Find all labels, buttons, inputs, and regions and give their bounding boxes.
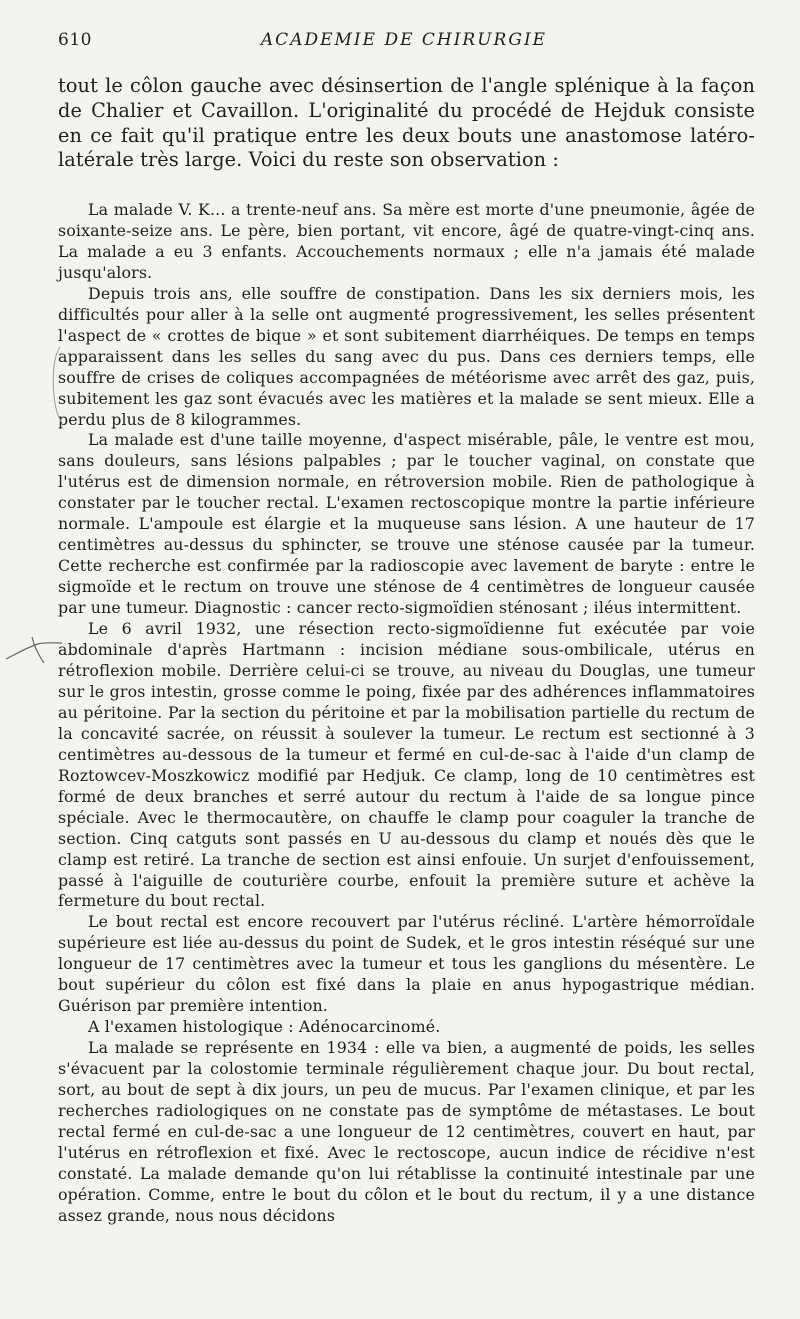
- observation-paragraph-6: A l'examen histologique : Adénocarcinomé.: [88, 1017, 441, 1037]
- observation-paragraph-2: Depuis trois ans, elle souffre de constipation. Dans les six derniers mois, les difficultés pour aller à la selle ont augmenté progressivement, les selles présentent l'aspect de « crottes de bique » et sont subitement diarrhéiques. De temps en temps apparaissent dans les selles du sang avec du pus. Dans ces derniers temps, elle souffre de crises de coliques accompagnées de météorisme avec arrêt des gaz, puis, subitement les gaz sont évacués avec les matières et la malade se sent mieux. Elle a perdu plus de 8 kilogrammes.: [58, 283, 755, 429]
- observation-paragraph-7: La malade se représente en 1934 : elle va bien, a augmenté de poids, les selles s'évacuent par la colostomie terminale régulièrement chaque jour. Du bout rectal, sort, au bout de sept à dix jours, un peu de mucus. Par l'examen clinique, et par les recherches radiologiques on ne constate pas de symptôme de métastases. Le bout rectal fermé en cul-de-sac a une longueur de 12 centimètres, couvert en haut, par l'utérus en rétroflexion et fixé. Avec le rectoscope, aucun indice de récidive n'est constaté. La malade demande qu'on lui rétablisse la continuité intestinale par une opération. Comme, entre le bout du côlon et le bout du rectum, il y a une distance assez grande, nous nous décidons: [58, 1038, 755, 1225]
- page-header: [58, 30, 750, 54]
- margin-bracket-mark-icon: [48, 345, 64, 425]
- page-number: 610: [58, 30, 92, 50]
- observation-text: [58, 200, 755, 1227]
- observation-paragraph-4: Le 6 avril 1932, une résection recto-sigmoïdienne fut exécutée par voie abdominale d'après Hartmann : incision médiane sous-ombilicale, utérus en rétroflexion mobile. Derrière celui-ci se trouve, au niveau du Douglas, une tumeur sur le gros intestin, grosse comme le poing, fixée par des adhérences inflammatoires au péritoine. Par la section du péritoine et par la mobilisation partielle du rectum de la concavité sacrée, on réussit à soulever la tumeur. Le rectum est sectionné à 3 centimètres au-dessous de la tumeur et fermé en cul-de-sac à l'aide d'un clamp de Roztowcev-Moszkowicz modifié par Hedjuk. Ce clamp, long de 10 centimètres est formé de deux branches et serré autour du rectum à l'aide de sa longue pince spéciale. Avec le thermocautère, on chauffe le clamp pour coaguler la tranche de section. Cinq catguts sont passés en U au-dessous du clamp et noués dès que le clamp est retiré. La tranche de section est ainsi enfouie. Un surjet d'enfouissement, passé à l'aiguille de couturière courbe, enfouit la première suture et achève la fermeture du bout rectal.: [58, 619, 755, 911]
- observation-paragraph-1: La malade V. K... a trente-neuf ans. Sa mère est morte d'une pneumonie, âgée de soixante-seize ans. Le père, bien portant, vit encore, âgé de quatre-vingt-cinq ans. La malade a eu 3 enfants. Accouchements normaux ; elle n'a jamais été malade jusqu'alors.: [58, 200, 755, 282]
- running-title: ACADEMIE DE CHIRURGIE: [260, 30, 548, 50]
- intro-paragraph: tout le côlon gauche avec désinsertion de l'angle splénique à la façon de Chalier et Cavaillon. L'originalité du procédé de Hejduk consiste en ce fait qu'il pratique entre les deux bouts une anastomose latéro-latérale très large. Voici du reste son observation :: [58, 74, 755, 172]
- margin-pencil-mark-icon: [4, 635, 64, 665]
- observation-paragraph-3: La malade est d'une taille moyenne, d'aspect misérable, pâle, le ventre est mou, sans douleurs, sans lésions palpables ; par le toucher vaginal, on constate que l'utérus est de dimension normale, en rétroversion mobile. Rien de pathologique à constater par le toucher rectal. L'examen rectoscopique montre la partie inférieure normale. L'ampoule est élargie et la muqueuse sans lésion. A une hauteur de 17 centimètres au-dessus du sphincter, se trouve une sténose causée par la tumeur. Cette recherche est confirmée par la radioscopie avec lavement de baryte : entre le sigmoïde et le rectum on trouve une sténose de 4 centimètres de longueur causée par une tumeur. Diagnostic : cancer recto-sigmoïdien sténosant ; iléus intermittent.: [58, 430, 755, 618]
- observation-paragraph-5: Le bout rectal est encore recouvert par l'utérus récliné. L'artère hémorroïdale supérieure est liée au-dessus du point de Sudek, et le gros intestin réséqué sur une longueur de 17 centimètres avec la tumeur et tous les ganglions du mésentère. Le bout supérieur du côlon est fixé dans la plaie en anus hypogastrique médian. Guérison par première intention.: [58, 912, 755, 1016]
